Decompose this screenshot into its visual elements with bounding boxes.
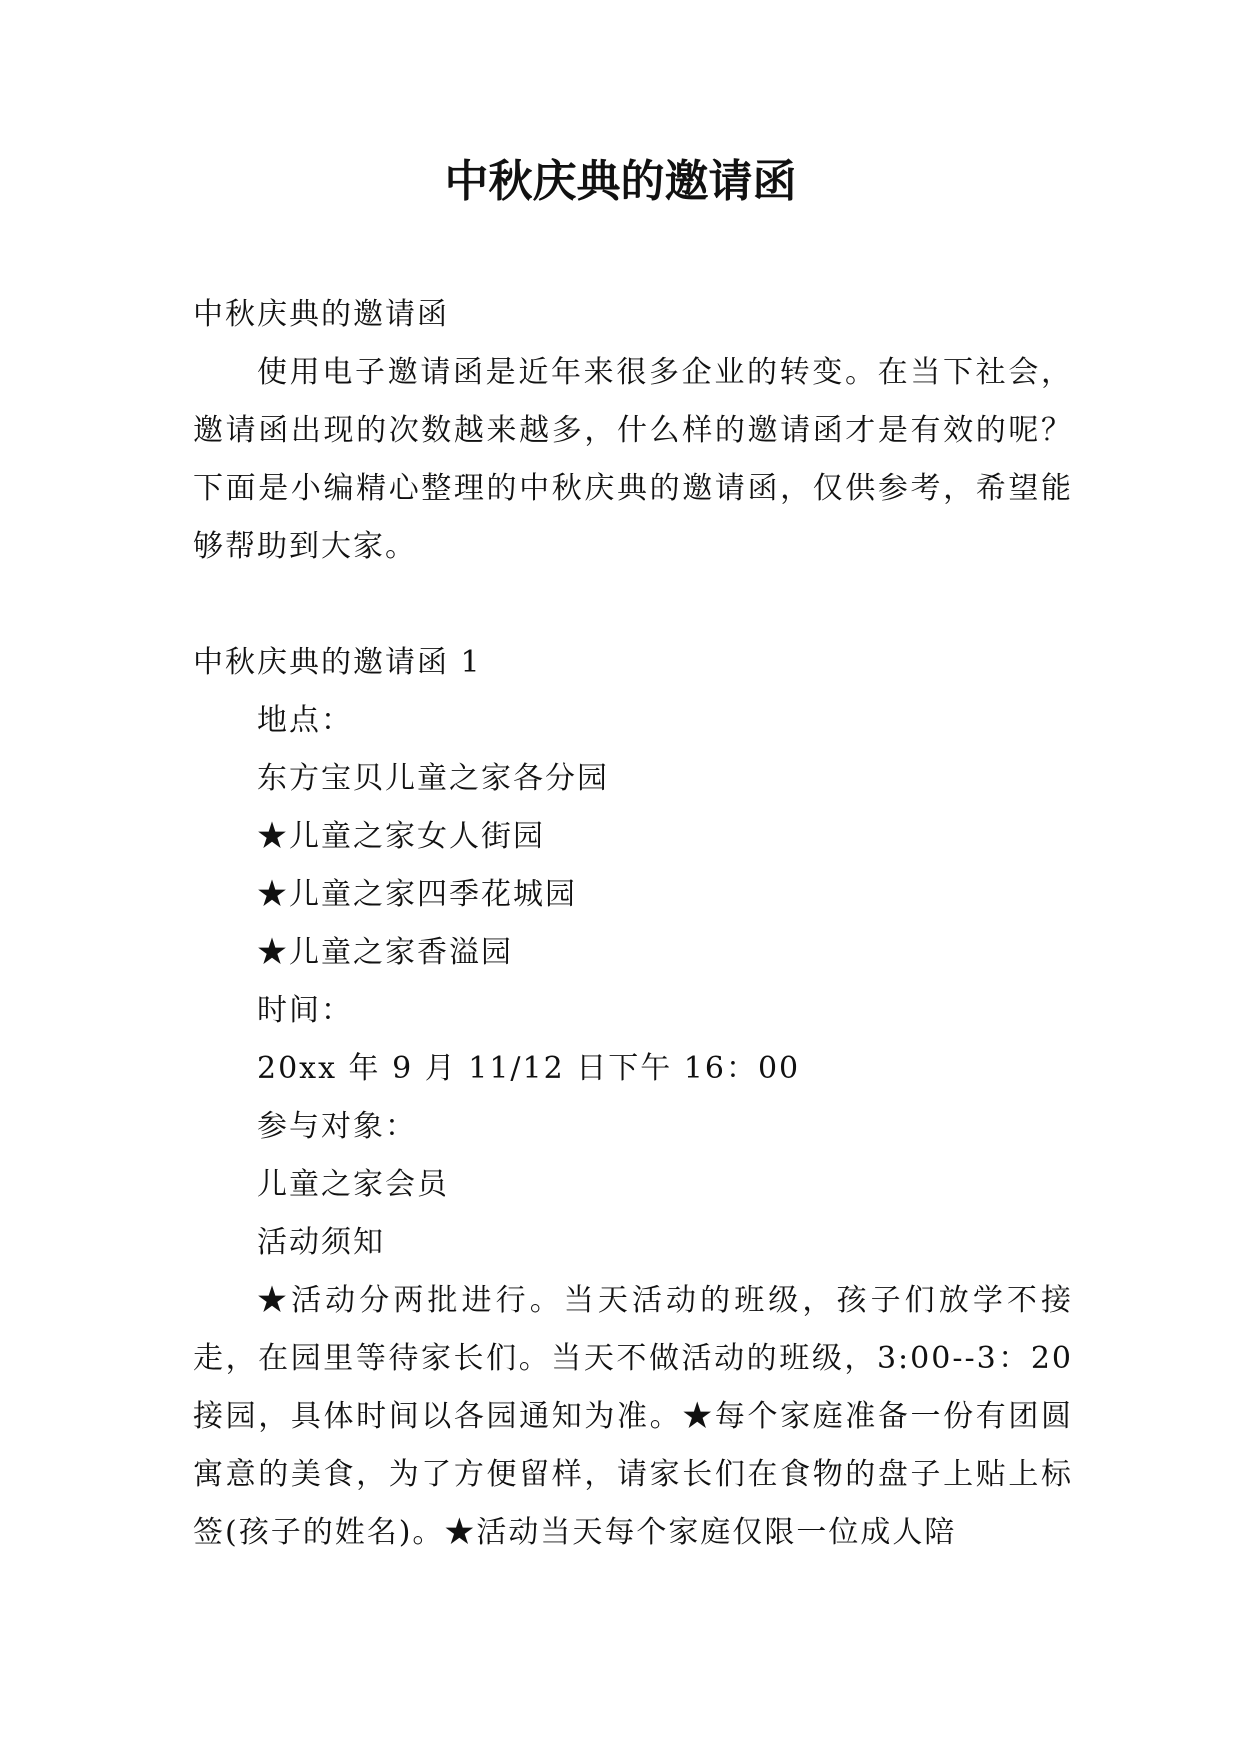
location-label: 地点： xyxy=(257,703,353,738)
location-main: 东方宝贝儿童之家各分园 xyxy=(257,761,609,796)
audience-value: 儿童之家会员 xyxy=(257,1167,449,1202)
time-value: 20xx 年 9 月 11/12 日下午 16：00 xyxy=(257,1051,801,1086)
location-item: ★儿童之家香溢园 xyxy=(257,935,513,970)
location-item: ★儿童之家女人街园 xyxy=(257,819,545,854)
subtitle: 中秋庆典的邀请函 xyxy=(193,297,449,332)
audience-label: 参与对象： xyxy=(257,1109,417,1144)
intro-paragraph: 使用电子邀请函是近年来很多企业的转变。在当下社会，邀请函出现的次数越来越多，什么样的邀请函才是有效的呢？下面是小编精心整理的中秋庆典的邀请函，仅供参考，希望能够帮助到大家。 xyxy=(193,355,1073,564)
location-item: ★儿童之家四季花城园 xyxy=(257,877,577,912)
notice-paragraph: ★活动分两批进行。当天活动的班级，孩子们放学不接走，在园里等待家长们。当天不做活动的班级，3:00--3：20 接园，具体时间以各园通知为准。★每个家庭准备一份有团圆寓意的美食，为了方便留样，请家长们在食物的盘子上贴上标签(孩子的姓名)。★活动当天每个家庭仅限一位成人陪 xyxy=(193,1283,1073,1550)
section-heading: 中秋庆典的邀请函 1 xyxy=(193,645,482,680)
time-label: 时间： xyxy=(257,993,353,1028)
spacer xyxy=(193,576,1073,634)
document-body xyxy=(193,286,1073,1562)
document-title: 中秋庆典的邀请函 xyxy=(444,156,797,207)
notice-label: 活动须知 xyxy=(257,1225,385,1260)
